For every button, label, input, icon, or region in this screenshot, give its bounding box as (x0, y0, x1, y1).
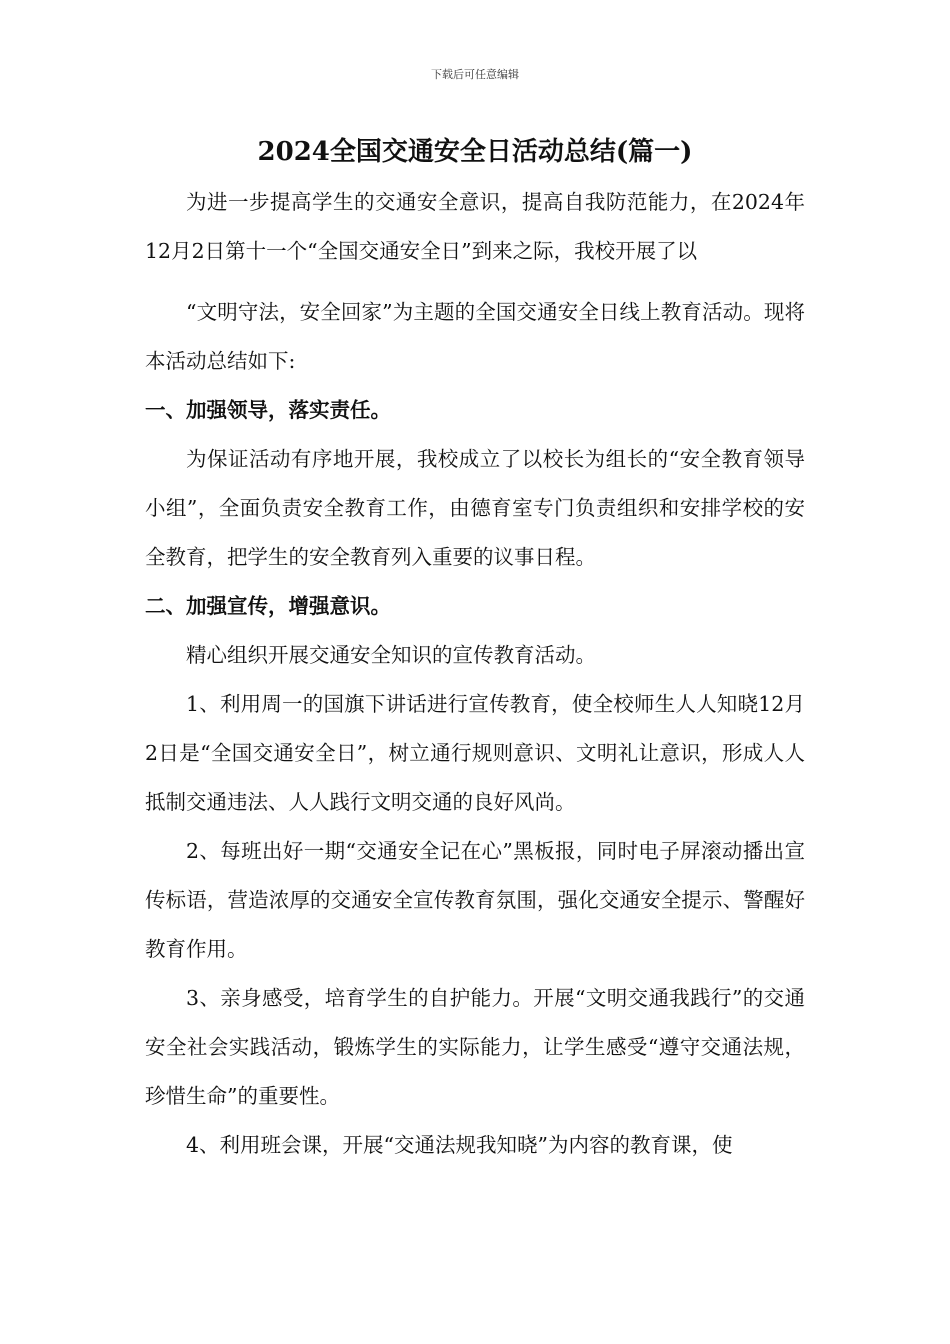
section-heading-publicity: 二、加强宣传，增强意识。 (145, 594, 391, 618)
section-heading-leadership: 一、加强领导，落实责任。 (145, 398, 391, 422)
paragraph-item-2: 2、每班出好一期“交通安全记在心”黑板报，同时电子屏滚动播出宣传标语，营造浓厚的交通安全宣传教育氛围，强化交通安全提示、警醒好教育作用。 (145, 839, 805, 961)
document-body (145, 178, 805, 1170)
document-title: 2024全国交通安全日活动总结(篇一) (257, 137, 693, 167)
header-note: 下载后可任意编辑 (431, 68, 519, 81)
paragraph-leadership: 为保证活动有序地开展，我校成立了以校长为组长的“安全教育领导小组”，全面负责安全教育工作，由德育室专门负责组织和安排学校的安全教育，把学生的安全教育列入重要的议事日程。 (145, 447, 805, 569)
paragraph-item-3: 3、亲身感受，培育学生的自护能力。开展“文明交通我践行”的交通安全社会实践活动，锻炼学生的实际能力，让学生感受“遵守交通法规，珍惜生命”的重要性。 (145, 986, 805, 1108)
paragraph-item-1: 1、利用周一的国旗下讲话进行宣传教育，使全校师生人人知晓12月2日是“全国交通安全日”，树立通行规则意识、文明礼让意识，形成人人抵制交通违法、人人践行文明交通的良好风尚。 (145, 692, 805, 814)
paragraph-theme: “文明守法，安全回家”为主题的全国交通安全日线上教育活动。现将本活动总结如下: (145, 300, 805, 373)
paragraph-publicity-intro: 精心组织开展交通安全知识的宣传教育活动。 (186, 643, 596, 667)
paragraph-item-4: 4、利用班会课，开展“交通法规我知晓”为内容的教育课，使 (186, 1133, 733, 1157)
paragraph-intro: 为进一步提高学生的交通安全意识，提高自我防范能力，在2024年12月2日第十一个“全国交通安全日”到来之际，我校开展了以 (145, 190, 805, 263)
